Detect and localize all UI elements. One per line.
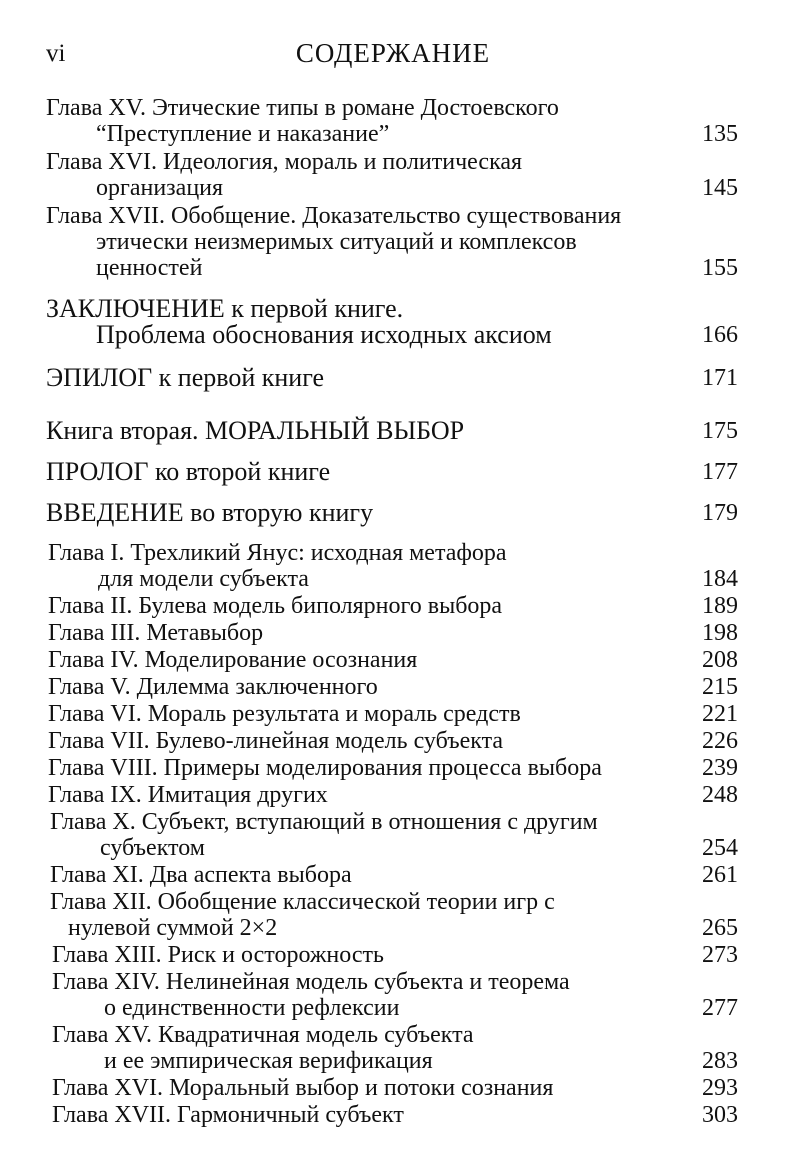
toc-entry-page-number: 254 bbox=[702, 835, 738, 861]
toc-entry-page-number: 184 bbox=[702, 566, 738, 592]
toc-entry-page-number: 198 bbox=[702, 620, 738, 646]
page-title: СОДЕРЖАНИЕ bbox=[295, 38, 491, 68]
toc-entry-title-line: Глава III. Метавыбор bbox=[48, 620, 264, 646]
toc-entry-title-line: Глава I. Трехликий Янус: исходная метафора bbox=[48, 540, 507, 566]
toc-entry-title-line: организация bbox=[96, 175, 224, 201]
toc-entry-title-line: для модели субъекта bbox=[98, 566, 309, 592]
page-number: vi bbox=[46, 40, 66, 67]
toc-entry-title-line: нулевой суммой 2×2 bbox=[68, 915, 278, 941]
toc-entry-title-line: Глава IX. Имитация других bbox=[48, 782, 328, 808]
toc-entry-title-line: ЗАКЛЮЧЕНИЕ к первой книге. bbox=[46, 294, 404, 323]
toc-entry-page-number: 293 bbox=[702, 1075, 738, 1101]
toc-entry-title-line: Глава XV. Этические типы в романе Достоевского bbox=[46, 95, 559, 121]
toc-entry-page-number: 135 bbox=[702, 121, 738, 147]
toc-entry-title-line: Глава XVII. Гармоничный субъект bbox=[52, 1102, 404, 1128]
toc-entry-page-number: 265 bbox=[702, 915, 738, 941]
toc-entry-page-number: 145 bbox=[702, 175, 738, 201]
toc-entry-title-line: Глава XI. Два аспекта выбора bbox=[50, 862, 352, 888]
toc-entry-title-line: этически неизмеримых ситуаций и комплексов bbox=[96, 229, 577, 255]
toc-entry-title-line: Глава XVI. Идеология, мораль и политическая bbox=[46, 149, 523, 175]
toc-entry-title-line: ценностей bbox=[96, 255, 203, 281]
toc-entry-title-line: о единственности рефлексии bbox=[104, 995, 400, 1021]
toc-entry-title-line: Глава IV. Моделирование осознания bbox=[48, 647, 418, 673]
toc-entry-page-number: 261 bbox=[702, 862, 738, 888]
toc-entry-title-line: Книга вторая. МОРАЛЬНЫЙ ВЫБОР bbox=[46, 416, 465, 445]
toc-entry-title-line: Глава VIII. Примеры моделирования процесса выбора bbox=[48, 755, 602, 781]
toc-entry-title-line: ВВЕДЕНИЕ во вторую книгу bbox=[46, 498, 374, 527]
toc-entry-page-number: 283 bbox=[702, 1048, 738, 1074]
toc-entry-page-number: 175 bbox=[702, 418, 738, 444]
toc-entry-title-line: Глава V. Дилемма заключенного bbox=[48, 674, 378, 700]
toc-entry-page-number: 166 bbox=[702, 322, 738, 348]
toc-entry-title-line: Глава II. Булева модель биполярного выбора bbox=[48, 593, 503, 619]
toc-entry-title-line: Глава VI. Мораль результата и мораль средств bbox=[48, 701, 521, 727]
toc-entry-title-line: ЭПИЛОГ к первой книге bbox=[46, 363, 325, 392]
toc-entry-page-number: 277 bbox=[702, 995, 738, 1021]
toc-entry-title-line: ПРОЛОГ ко второй книге bbox=[46, 457, 331, 486]
toc-entry-page-number: 177 bbox=[702, 459, 738, 485]
toc-entry-title-line: субъектом bbox=[100, 835, 205, 861]
toc-entry-page-number: 179 bbox=[702, 500, 738, 526]
toc-entry-title-line: “Преступление и наказание” bbox=[96, 121, 390, 147]
toc-entry-title-line: Глава XVI. Моральный выбор и потоки сознания bbox=[52, 1075, 554, 1101]
toc-entry-page-number: 273 bbox=[702, 942, 738, 968]
toc-entry-page-number: 208 bbox=[702, 647, 738, 673]
toc-entry-title-line: Глава XIV. Нелинейная модель субъекта и теорема bbox=[52, 969, 570, 995]
toc-entry-page-number: 171 bbox=[702, 365, 738, 391]
toc-entry-title-line: Глава XIII. Риск и осторожность bbox=[52, 942, 384, 968]
toc-entry-title-line: Глава X. Субъект, вступающий в отношения с другим bbox=[50, 809, 598, 835]
toc-entry-title-line: Глава XII. Обобщение классической теории игр с bbox=[50, 889, 555, 915]
toc-entry-title-line: и ее эмпирическая верификация bbox=[104, 1048, 433, 1074]
toc-entry-page-number: 221 bbox=[702, 701, 738, 727]
toc-entry-title-line: Глава XV. Квадратичная модель субъекта bbox=[52, 1022, 474, 1048]
toc-entry-page-number: 155 bbox=[702, 255, 738, 281]
toc-entry-page-number: 239 bbox=[702, 755, 738, 781]
toc-entry-page-number: 226 bbox=[702, 728, 738, 754]
toc-entry-title-line: Глава VII. Булево-линейная модель субъекта bbox=[48, 728, 504, 754]
toc-entry-page-number: 248 bbox=[702, 782, 738, 808]
toc-entry-page-number: 189 bbox=[702, 593, 738, 619]
toc-entry-title-line: Глава XVII. Обобщение. Доказательство существования bbox=[46, 203, 622, 229]
toc-entry-page-number: 215 bbox=[702, 674, 738, 700]
toc-entry-page-number: 303 bbox=[702, 1102, 738, 1128]
toc-entry-title-line: Проблема обоснования исходных аксиом bbox=[96, 320, 552, 349]
